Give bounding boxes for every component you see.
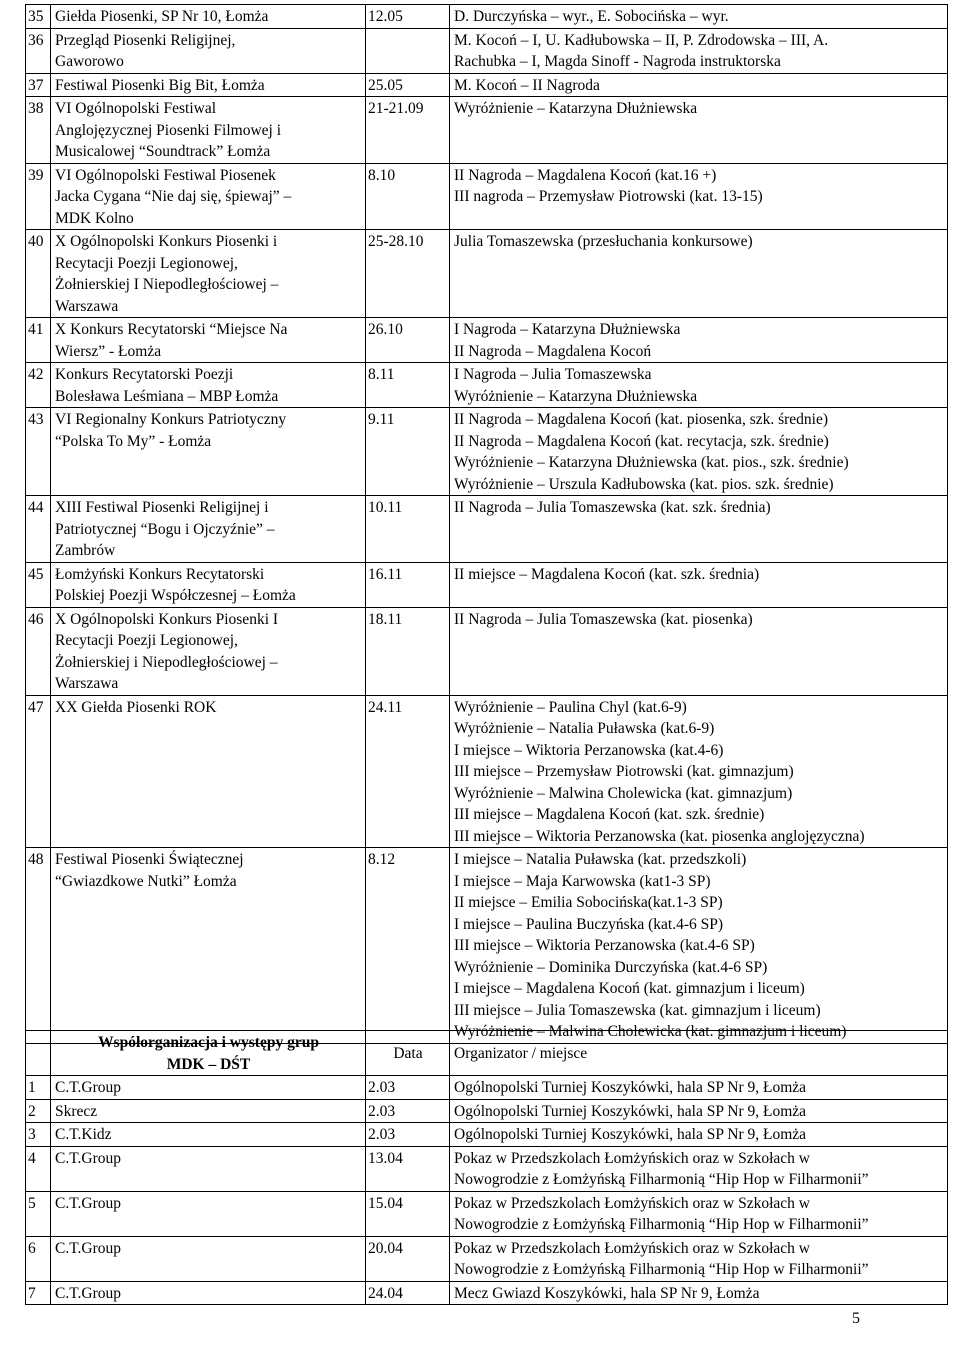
group-place — [450, 1281, 948, 1305]
text-line: Patriotycznej “Bogu i Ojczyźnie” – — [55, 520, 275, 538]
event-date: 8.11 — [366, 363, 450, 408]
row-number: 40 — [26, 230, 51, 318]
event-name — [51, 848, 366, 1044]
text-line: Zambrów — [55, 542, 116, 559]
event-date: 12.05 — [366, 5, 450, 29]
text-line: Nowogrodzie z Łomżyńską Filharmonią “Hip Hop w Filharmonii” — [454, 1261, 869, 1278]
text-line: VI Ogólnopolski Festiwal — [55, 100, 217, 117]
text-line: Ogólnopolski Turniej Koszykówki, hala SP Nr 9, Łomża — [454, 1126, 807, 1143]
text-line: II Nagroda – Magdalena Kocoń (kat.16 +) — [454, 166, 717, 184]
group-row — [26, 1076, 948, 1100]
event-name — [51, 496, 366, 563]
row-number: 44 — [26, 496, 51, 563]
text-line: Anglojęzycznej Piosenki Filmowej i — [55, 121, 282, 139]
text-line: X Ogólnopolski Konkurs Piosenki I — [55, 610, 279, 628]
event-result — [450, 73, 948, 97]
text-line: II Nagroda – Magdalena Kocoń (kat. piosenka, szk. średnie) — [454, 411, 829, 428]
text-line: Festiwal Piosenki Świątecznej — [55, 851, 244, 868]
header-title-line-2: MDK – DŚT — [166, 1055, 251, 1073]
row-number: 41 — [26, 318, 51, 363]
text-line: X Ogólnopolski Konkurs Piosenki i — [55, 233, 278, 250]
competition-row — [26, 363, 948, 408]
group-date: 2.03 — [366, 1099, 450, 1123]
group-place — [450, 1146, 948, 1191]
text-line: II Nagroda – Julia Tomaszewska (kat. szk. średnia) — [454, 499, 771, 516]
event-result — [450, 230, 948, 318]
event-name — [51, 363, 366, 408]
group-name: C.T.Group — [51, 1236, 366, 1281]
event-name — [51, 5, 366, 29]
competition-row — [26, 318, 948, 363]
text-line: Wyróżnienie – Katarzyna Dłużniewska — [454, 387, 698, 405]
competition-row — [26, 28, 948, 73]
group-name: C.T.Group — [51, 1146, 366, 1191]
group-name: Skrecz — [51, 1099, 366, 1123]
text-line: XX Giełda Piosenki ROK — [55, 698, 217, 716]
competition-row — [26, 408, 948, 496]
text-line: Wyróżnienie – Katarzyna Dłużniewska (kat. pios., szk. średnie) — [454, 454, 849, 471]
text-line: Pokaz w Przedszkolach Łomżyńskich oraz w Szkołach w — [454, 1149, 810, 1167]
event-result — [450, 28, 948, 73]
text-line: Recytacji Poezji Legionowej, — [55, 632, 238, 649]
event-result — [450, 363, 948, 408]
row-number: 39 — [26, 163, 51, 230]
text-line: II Nagroda – Magdalena Kocoń — [454, 342, 652, 360]
text-line: I Nagroda – Julia Tomaszewska — [454, 366, 652, 383]
event-date: 10.11 — [366, 496, 450, 563]
text-line: Rachubka – I, Magda Sinoff - Nagroda instruktorska — [454, 53, 781, 70]
event-date: 25-28.10 — [366, 230, 450, 318]
text-line: III miejsce – Wiktoria Perzanowska (kat. piosenka anglojęzyczna) — [454, 827, 865, 845]
text-line: III miejsce – Przemysław Piotrowski (kat. gimnazjum) — [454, 763, 794, 780]
group-date: 2.03 — [366, 1123, 450, 1147]
competition-row — [26, 73, 948, 97]
group-place — [450, 1076, 948, 1100]
group-name: C.T.Group — [51, 1191, 366, 1236]
groups-table — [25, 1030, 948, 1305]
group-place — [450, 1236, 948, 1281]
competition-row — [26, 230, 948, 318]
row-number: 38 — [26, 97, 51, 164]
competition-row — [26, 496, 948, 563]
event-name — [51, 73, 366, 97]
event-result — [450, 5, 948, 29]
text-line: Jacka Cygana “Nie daj się, śpiewaj” – — [55, 188, 292, 205]
competition-row — [26, 607, 948, 695]
text-line: Ogólnopolski Turniej Koszykówki, hala SP Nr 9, Łomża — [454, 1102, 807, 1120]
event-result — [450, 318, 948, 363]
text-line: Bolesława Leśmiana – MBP Łomża — [55, 387, 279, 405]
header-organizer: Organizator / miejsce — [450, 1031, 948, 1076]
text-line: I Nagroda – Katarzyna Dłużniewska — [454, 321, 681, 338]
event-name — [51, 607, 366, 695]
competition-row — [26, 562, 948, 607]
group-row — [26, 1099, 948, 1123]
group-date: 13.04 — [366, 1146, 450, 1191]
text-line: Łomżyński Konkurs Recytatorski — [55, 565, 265, 583]
text-line: III miejsce – Magdalena Kocoń (kat. szk. średnie) — [454, 806, 765, 823]
text-line: Warszawa — [55, 297, 119, 315]
event-date: 8.12 — [366, 848, 450, 1044]
group-name: C.T.Group — [51, 1076, 366, 1100]
competition-row — [26, 163, 948, 230]
text-line: II miejsce – Magdalena Kocoń (kat. szk. średnia) — [454, 565, 760, 583]
text-line: D. Durczyńska – wyr., E. Sobocińska – wyr. — [454, 8, 729, 25]
text-line: X Konkurs Recytatorski “Miejsce Na — [55, 321, 288, 338]
text-line: I miejsce – Maja Karwowska (kat1-3 SP) — [454, 872, 711, 890]
event-date: 8.10 — [366, 163, 450, 230]
event-name — [51, 318, 366, 363]
text-line: M. Kocoń – II Nagroda — [454, 76, 600, 94]
group-place — [450, 1099, 948, 1123]
event-name — [51, 28, 366, 73]
row-number: 43 — [26, 408, 51, 496]
row-number: 35 — [26, 5, 51, 29]
text-line: Wyróżnienie – Katarzyna Dłużniewska — [454, 100, 698, 117]
group-row — [26, 1281, 948, 1305]
header-groups-title — [51, 1031, 366, 1076]
text-line: M. Kocoń – I, U. Kadłubowska – II, P. Zdrodowska – III, A. — [454, 31, 829, 49]
text-line: III miejsce – Wiktoria Perzanowska (kat.4-6 SP) — [454, 937, 755, 954]
event-name — [51, 695, 366, 848]
competition-row — [26, 5, 948, 29]
text-line: VI Regionalny Konkurs Patriotyczny — [55, 411, 287, 428]
text-line: Gaworowo — [55, 53, 124, 70]
group-date: 15.04 — [366, 1191, 450, 1236]
event-date: 26.10 — [366, 318, 450, 363]
page-number: 5 — [852, 1310, 860, 1327]
event-name — [51, 97, 366, 164]
row-number: 2 — [26, 1099, 51, 1123]
event-date: 9.11 — [366, 408, 450, 496]
text-line: II Nagroda – Magdalena Kocoń (kat. recytacja, szk. średnie) — [454, 432, 829, 450]
text-line: I miejsce – Paulina Buczyńska (kat.4-6 SP) — [454, 915, 724, 933]
text-line: Musicalowej “Soundtrack” Łomża — [55, 143, 271, 160]
text-line: I miejsce – Wiktoria Perzanowska (kat.4-6) — [454, 741, 724, 759]
groups-header-row — [26, 1031, 948, 1076]
text-line: VI Ogólnopolski Festiwal Piosenek — [55, 166, 276, 184]
row-number: 4 — [26, 1146, 51, 1191]
group-place — [450, 1123, 948, 1147]
text-line: “Polska To My” - Łomża — [55, 432, 212, 450]
text-line: Pokaz w Przedszkolach Łomżyńskich oraz w Szkołach w — [454, 1239, 810, 1257]
group-row — [26, 1191, 948, 1236]
group-row — [26, 1236, 948, 1281]
event-result — [450, 562, 948, 607]
event-date: 16.11 — [366, 562, 450, 607]
event-result — [450, 695, 948, 848]
event-result — [450, 607, 948, 695]
text-line: Wyróżnienie – Urszula Kadłubowska (kat. pios. szk. średnie) — [454, 475, 834, 493]
text-line: Ogólnopolski Turniej Koszykówki, hala SP Nr 9, Łomża — [454, 1079, 807, 1096]
group-row — [26, 1123, 948, 1147]
event-result — [450, 408, 948, 496]
text-line: Pokaz w Przedszkolach Łomżyńskich oraz w Szkołach w — [454, 1194, 810, 1212]
text-line: Wyróżnienie – Malwina Cholewicka (kat. gimnazjum) — [454, 784, 793, 802]
text-line: Wyróżnienie – Malwina Cholewicka (kat. gimnazjum i liceum) — [454, 1023, 847, 1040]
row-number: 45 — [26, 562, 51, 607]
row-number: 47 — [26, 695, 51, 848]
row-number: 36 — [26, 28, 51, 73]
event-result — [450, 163, 948, 230]
text-line: II miejsce – Emilia Sobocińska(kat.1-3 SP) — [454, 894, 723, 911]
text-line: Wyróżnienie – Paulina Chyl (kat.6-9) — [454, 698, 687, 716]
group-row — [26, 1146, 948, 1191]
event-date: 18.11 — [366, 607, 450, 695]
competitions-table — [25, 4, 948, 1044]
text-line: Nowogrodzie z Łomżyńską Filharmonią “Hip Hop w Filharmonii” — [454, 1171, 869, 1188]
row-number: 5 — [26, 1191, 51, 1236]
text-line: Julia Tomaszewska (przesłuchania konkursowe) — [454, 233, 753, 250]
text-line: I miejsce – Natalia Puławska (kat. przedszkoli) — [454, 851, 747, 868]
text-line: II Nagroda – Julia Tomaszewska (kat. piosenka) — [454, 610, 753, 628]
event-name — [51, 163, 366, 230]
event-result — [450, 97, 948, 164]
group-date: 24.04 — [366, 1281, 450, 1305]
event-name — [51, 408, 366, 496]
text-line: III miejsce – Julia Tomaszewska (kat. gimnazjum i liceum) — [454, 1001, 821, 1019]
group-name: C.T.Kidz — [51, 1123, 366, 1147]
text-line: Mecz Gwiazd Koszykówki, hala SP Nr 9, Łomża — [454, 1284, 760, 1302]
group-date: 2.03 — [366, 1076, 450, 1100]
text-line: “Gwiazdkowe Nutki” Łomża — [55, 872, 237, 890]
row-number: 48 — [26, 848, 51, 1044]
competition-row — [26, 848, 948, 1044]
text-line: Wyróżnienie – Dominika Durczyńska (kat.4-6 SP) — [454, 958, 768, 976]
group-name: C.T.Group — [51, 1281, 366, 1305]
event-result — [450, 496, 948, 563]
event-name — [51, 562, 366, 607]
text-line: Przegląd Piosenki Religijnej, — [55, 31, 236, 49]
text-line: MDK Kolno — [55, 209, 134, 227]
header-empty-cell — [26, 1031, 51, 1076]
text-line: I miejsce – Magdalena Kocoń (kat. gimnazjum i liceum) — [454, 980, 805, 997]
row-number: 42 — [26, 363, 51, 408]
group-place — [450, 1191, 948, 1236]
text-line: Recytacji Poezji Legionowej, — [55, 254, 238, 272]
text-line: Festiwal Piosenki Big Bit, Łomża — [55, 76, 265, 94]
text-line: Wiersz” - Łomża — [55, 342, 162, 360]
text-line: Giełda Piosenki, SP Nr 10, Łomża — [55, 8, 269, 25]
group-date: 20.04 — [366, 1236, 450, 1281]
text-line: Konkurs Recytatorski Poezji — [55, 366, 234, 383]
text-line: XIII Festiwal Piosenki Religijnej i — [55, 499, 269, 516]
row-number: 7 — [26, 1281, 51, 1305]
event-date: 25.05 — [366, 73, 450, 97]
competition-row — [26, 695, 948, 848]
row-number: 1 — [26, 1076, 51, 1100]
text-line: Polskiej Poezji Współczesnej – Łomża — [55, 587, 296, 604]
text-line: Warszawa — [55, 675, 119, 692]
event-date: 24.11 — [366, 695, 450, 848]
text-line: III nagroda – Przemysław Piotrowski (kat. 13-15) — [454, 188, 763, 205]
row-number: 6 — [26, 1236, 51, 1281]
header-date: Data — [366, 1031, 450, 1076]
row-number: 46 — [26, 607, 51, 695]
text-line: Nowogrodzie z Łomżyńską Filharmonią “Hip Hop w Filharmonii” — [454, 1216, 869, 1233]
text-line: Żołnierskiej i Niepodległościowej – — [55, 653, 278, 671]
text-line: Żołnierskiej I Niepodległościowej – — [55, 276, 279, 293]
row-number: 3 — [26, 1123, 51, 1147]
event-date — [366, 28, 450, 73]
header-title-line-1: Współorganizacja i występy grup — [98, 1034, 319, 1051]
text-line: Wyróżnienie – Natalia Puławska (kat.6-9) — [454, 720, 715, 737]
event-date: 21-21.09 — [366, 97, 450, 164]
event-name — [51, 230, 366, 318]
row-number: 37 — [26, 73, 51, 97]
event-result — [450, 848, 948, 1044]
competition-row — [26, 97, 948, 164]
